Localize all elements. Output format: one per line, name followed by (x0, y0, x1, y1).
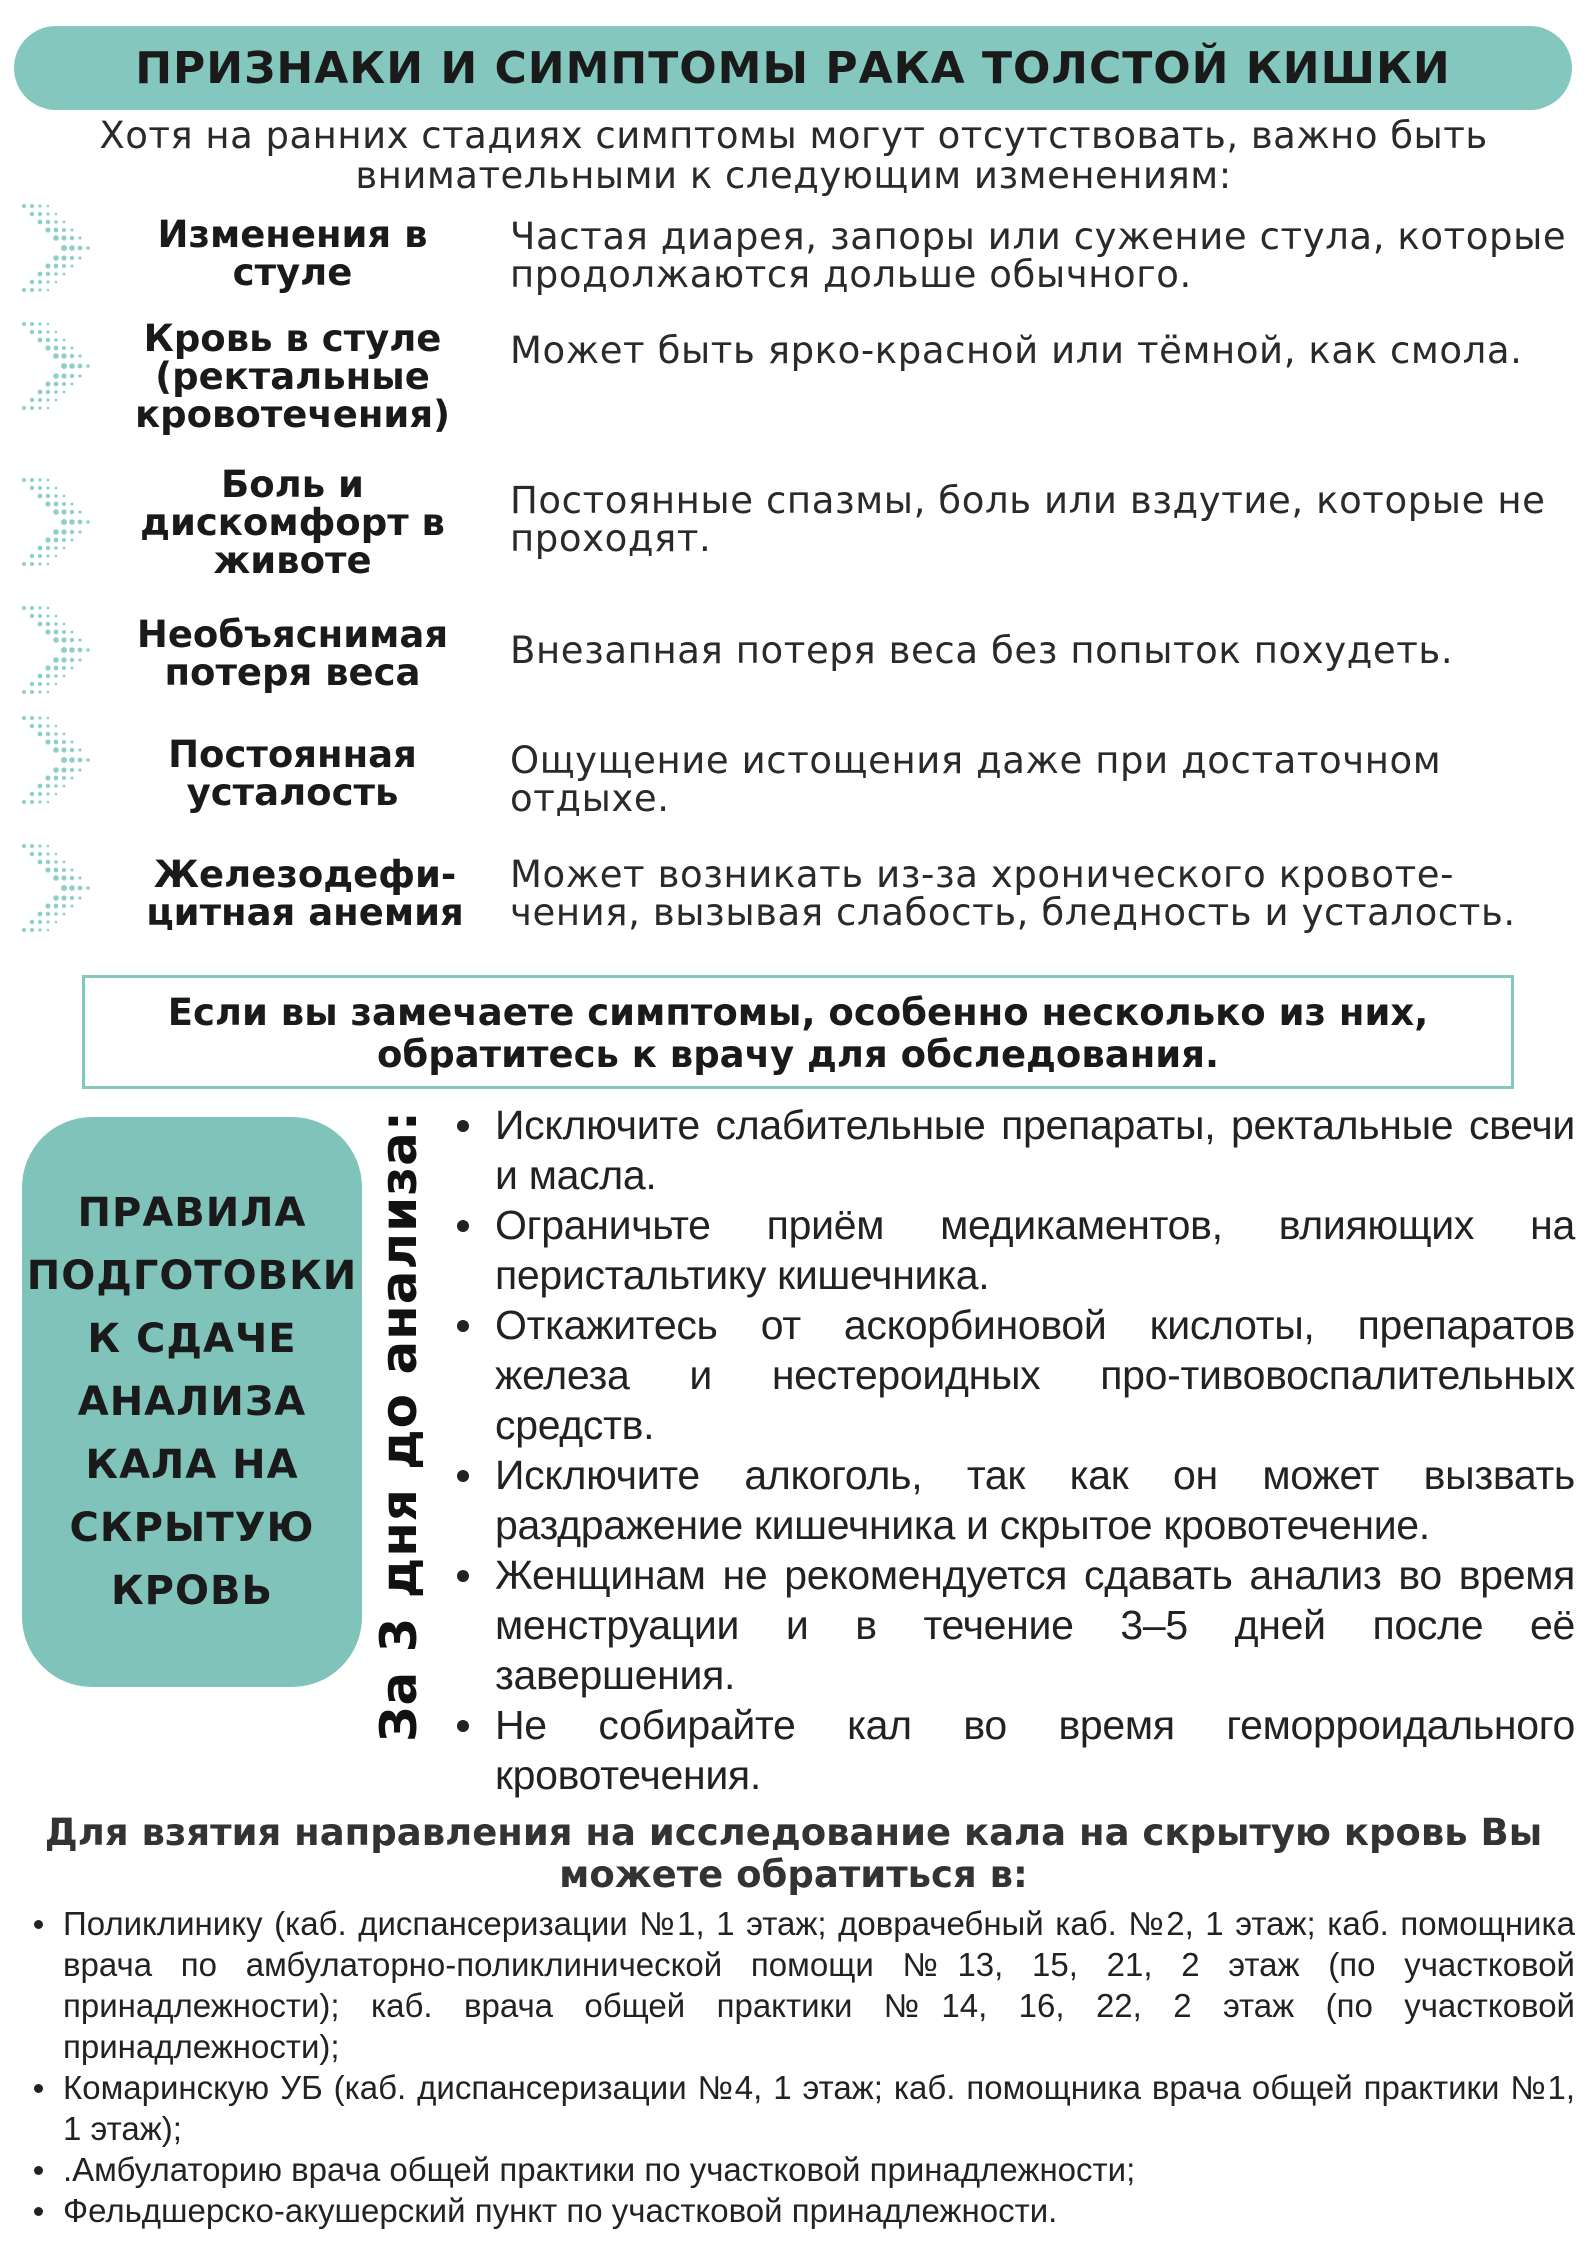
symptom-title: Постоянная усталость (168, 733, 417, 814)
chevron-icon (18, 474, 98, 570)
rules-title: ПРАВИЛА ПОДГОТОВКИ К СДАЧЕ АНАЛИЗА КАЛА НА СКРЫТУЮ КРОВЬ (26, 1189, 358, 1614)
referral-list (30, 1903, 1575, 2231)
preparation-list (445, 1100, 1575, 1800)
list-item: Не собирайте кал во время геморроидального кровотечения. (445, 1700, 1575, 1800)
intro-text: Хотя на ранних стадиях симптомы могут отсутствовать, важно быть внимательными к следующим изменениям: (99, 114, 1488, 197)
list-item: Ограничьте приём медикаментов, влияющих на перистальтику кишечника. (445, 1200, 1575, 1300)
chevron-icon (18, 840, 98, 936)
symptom-title: Кровь в стуле (ректальные кровотечения) (134, 317, 451, 436)
list-item: Женщинам не рекомендуется сдавать анализ во время менструации и в течение 3–5 дней после её завершения. (445, 1550, 1575, 1700)
list-item: Поликлинику (каб. диспансеризации №1, 1 этаж; доврачебный каб. №2, 1 этаж; каб. помощника врача по амбулаторно-поликлинической помощи №13, 15, 21, 2 этаж (по участковой принадлежности); каб. врача общей практики №14, 16, 22, 2 этаж (по участковой принадлежности); (30, 1903, 1575, 2067)
symptom-title: Железодефи- цитная анемия (146, 853, 464, 934)
symptom-description: Может возникать из-за хронического кровоте- чения, вызывая слабость, бледность и усталость. (510, 853, 1516, 934)
three-days-label: За 3 дня до анализа: (370, 1110, 428, 1742)
symptom-description: Частая диарея, запоры или сужение стула, которые продолжаются дольше обычного. (510, 215, 1567, 296)
page-title: ПРИЗНАКИ И СИМПТОМЫ РАКА ТОЛСТОЙ КИШКИ (135, 42, 1451, 94)
title-banner (14, 26, 1572, 110)
list-item: .Амбулаторию врача общей практики по участковой принадлежности; (30, 2149, 1575, 2190)
list-item: Фельдшерско-акушерский пункт по участковой принадлежности. (30, 2190, 1575, 2231)
symptom-description: Может быть ярко-красной или тёмной, как смола. (510, 329, 1523, 372)
chevron-icon (18, 712, 98, 808)
symptom-description: Ощущение истощения даже при достаточном отдыхе. (510, 739, 1442, 820)
chevron-icon (18, 200, 98, 296)
symptom-description: Внезапная потеря веса без попыток похудеть. (510, 629, 1454, 672)
list-item: Исключите слабительные препараты, ректальные свечи и масла. (445, 1100, 1575, 1200)
referral-title: Для взятия направления на исследование кала на скрытую кровь Вы можете обратиться в: (44, 1811, 1543, 1896)
symptom-description: Постоянные спазмы, боль или вздутие, которые не проходят. (510, 479, 1546, 560)
list-item: Откажитесь от аскорбиновой кислоты, препаратов железа и нестероидных про-тивовоспалительных средств. (445, 1300, 1575, 1450)
chevron-icon (18, 602, 98, 698)
chevron-icon (18, 318, 98, 414)
doctor-callout: Если вы замечаете симптомы, особенно несколько из них, обратитесь к врачу для обследования. (82, 975, 1514, 1089)
list-item: Исключите алкоголь, так как он может вызвать раздражение кишечника и скрытое кровотечение. (445, 1450, 1575, 1550)
symptom-title: Изменения в стуле (157, 213, 428, 294)
symptom-title: Боль и дискомфорт в животе (140, 463, 445, 582)
list-item: Комаринскую УБ (каб. диспансеризации №4, 1 этаж; каб. помощника врача общей практики №1, 1 этаж); (30, 2067, 1575, 2149)
rules-box (22, 1117, 362, 1687)
symptom-title: Необъяснимая потеря веса (136, 613, 449, 694)
